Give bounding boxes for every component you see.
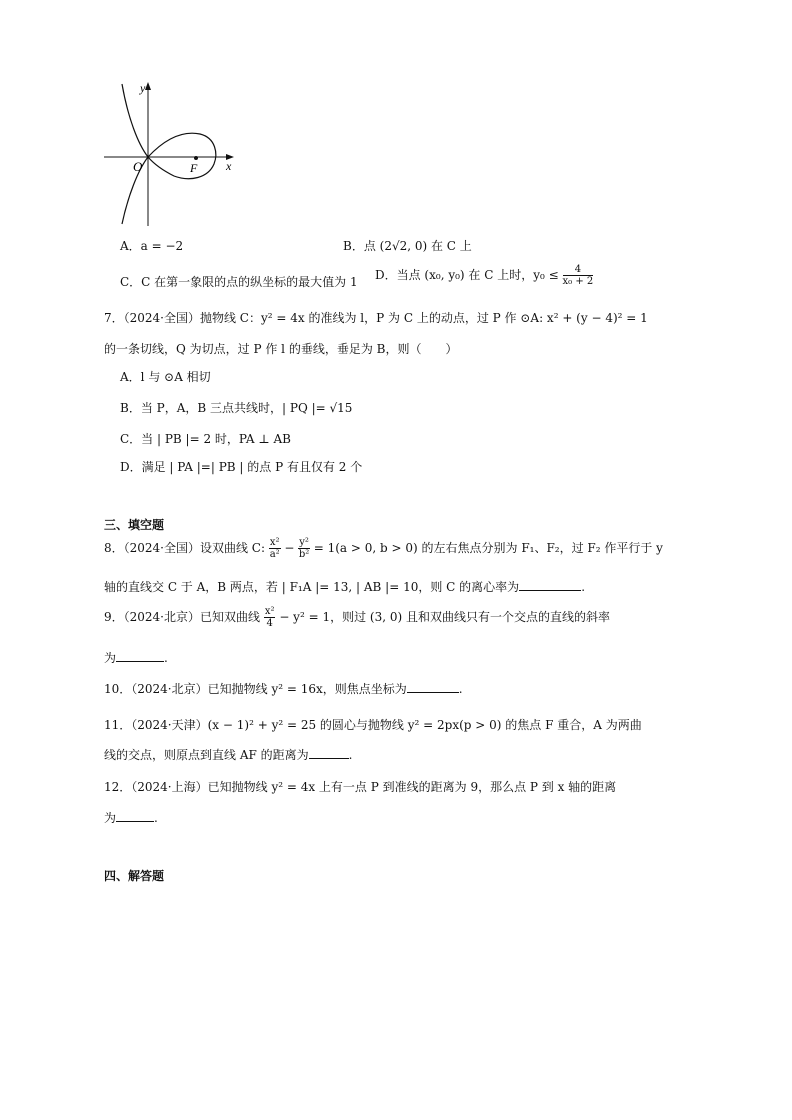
y-axis-arrow: [145, 82, 151, 90]
q6-option-d-fraction: [563, 264, 594, 287]
q12-answer-blank[interactable]: [116, 821, 154, 822]
q7-option-a: A．l 与 ⊙A 相切: [120, 370, 211, 384]
q8-line2-text: 轴的直线交 C 于 A，B 两点，若 | F₁A |= 13, | AB |= 10，则 C 的离心率为: [104, 580, 520, 594]
q10-period: .: [458, 682, 463, 696]
q12-line2-text: 为: [104, 811, 117, 825]
q8-line2: [104, 578, 585, 595]
focus-label: F: [190, 161, 198, 175]
q10-text: 10．（2024·北京）已知抛物线 y² = 16x，则焦点坐标为: [104, 682, 407, 696]
q6-option-c: C．C 在第一象限的点的纵坐标的最大值为 1: [120, 275, 358, 289]
origin-label: O: [133, 159, 143, 174]
q11-line1: 11．（2024·天津）(x − 1)² + y² = 25 的圆心与抛物线 y² = 2px(p > 0) 的焦点 F 重合，A 为两曲: [104, 718, 642, 732]
q8-line1: [104, 537, 663, 560]
q8-period: .: [581, 580, 586, 594]
q8-fraction-x-den: a²: [269, 549, 280, 560]
curve-loop: [148, 133, 216, 178]
q7-line1: 7．（2024·全国）抛物线 C：y² = 4x 的准线为 l，P 为 C 上的动点，过 P 作 ⊙A: x² + (y − 4)² = 1: [104, 311, 648, 325]
q6-option-d-den: x₀ + 2: [562, 276, 594, 287]
q8-fraction-x-num: x²: [269, 537, 280, 548]
q9-line2: [104, 649, 168, 666]
q8-prefix: 8．（2024·全国）设双曲线 C:: [104, 541, 266, 555]
q12-line1: 12．（2024·上海）已知抛物线 y² = 4x 上有一点 P 到准线的距离为 9，那么点 P 到 x 轴的距离: [104, 780, 617, 794]
q11-line2: [104, 746, 352, 763]
q7-line2: 的一条切线，Q 为切点，过 P 作 l 的垂线，垂足为 B，则（ ）: [104, 342, 458, 356]
q9-suffix: − y² = 1，则过 (3, 0) 且和双曲线只有一个交点的直线的斜率: [279, 610, 610, 624]
section-fill-in-heading: 三、填空题: [104, 518, 165, 532]
curve-figure: [100, 78, 240, 228]
q9-fraction: [264, 606, 276, 629]
q9-prefix: 9．（2024·北京）已知双曲线: [104, 610, 260, 624]
q10-answer-blank[interactable]: [407, 692, 459, 693]
q7-option-b: B．当 P，A，B 三点共线时，| PQ |= √15: [120, 401, 353, 415]
q7-option-c: C．当 | PB |= 2 时，PA ⊥ AB: [120, 432, 291, 446]
q9-answer-blank[interactable]: [116, 661, 164, 662]
q8-fraction-y: [298, 537, 310, 560]
q8-minus: −: [284, 541, 295, 555]
q8-fraction-y-num: y²: [299, 537, 309, 548]
q6-option-d-num: 4: [563, 264, 594, 276]
q8-fraction-y-den: b²: [298, 549, 310, 560]
q9-fraction-den: 4: [266, 618, 273, 629]
q12-line2: [104, 809, 158, 826]
q9-line1: [104, 606, 610, 629]
q8-answer-blank[interactable]: [519, 590, 581, 591]
q6-option-d-text: D．当点 (x₀, y₀) 在 C 上时，y₀ ≤: [375, 268, 559, 282]
q6-option-b: B．点 (2√2, 0) 在 C 上: [343, 239, 472, 253]
q6-option-a: A．a = −2: [120, 239, 184, 253]
q9-fraction-num: x²: [264, 606, 275, 617]
y-axis-label: y: [140, 81, 146, 95]
q11-answer-blank[interactable]: [309, 758, 349, 759]
q9-line2-text: 为: [104, 651, 117, 665]
q12-period: .: [154, 811, 158, 825]
q8-fraction-x: [269, 537, 281, 560]
q6-option-d: [375, 264, 593, 287]
q11-line2-text: 线的交点，则原点到直线 AF 的距离为: [104, 748, 309, 762]
focus-point: [194, 156, 198, 160]
section-solution-heading: 四、解答题: [104, 869, 165, 883]
q11-period: .: [348, 748, 353, 762]
q10-line: [104, 680, 463, 697]
x-axis-label: x: [226, 159, 232, 173]
q8-suffix: = 1(a > 0, b > 0) 的左右焦点分别为 F₁、F₂，过 F₂ 作平行于 y: [313, 541, 663, 555]
q7-option-d: D．满足 | PA |=| PB | 的点 P 有且仅有 2 个: [120, 460, 363, 474]
q9-period: .: [164, 651, 168, 665]
